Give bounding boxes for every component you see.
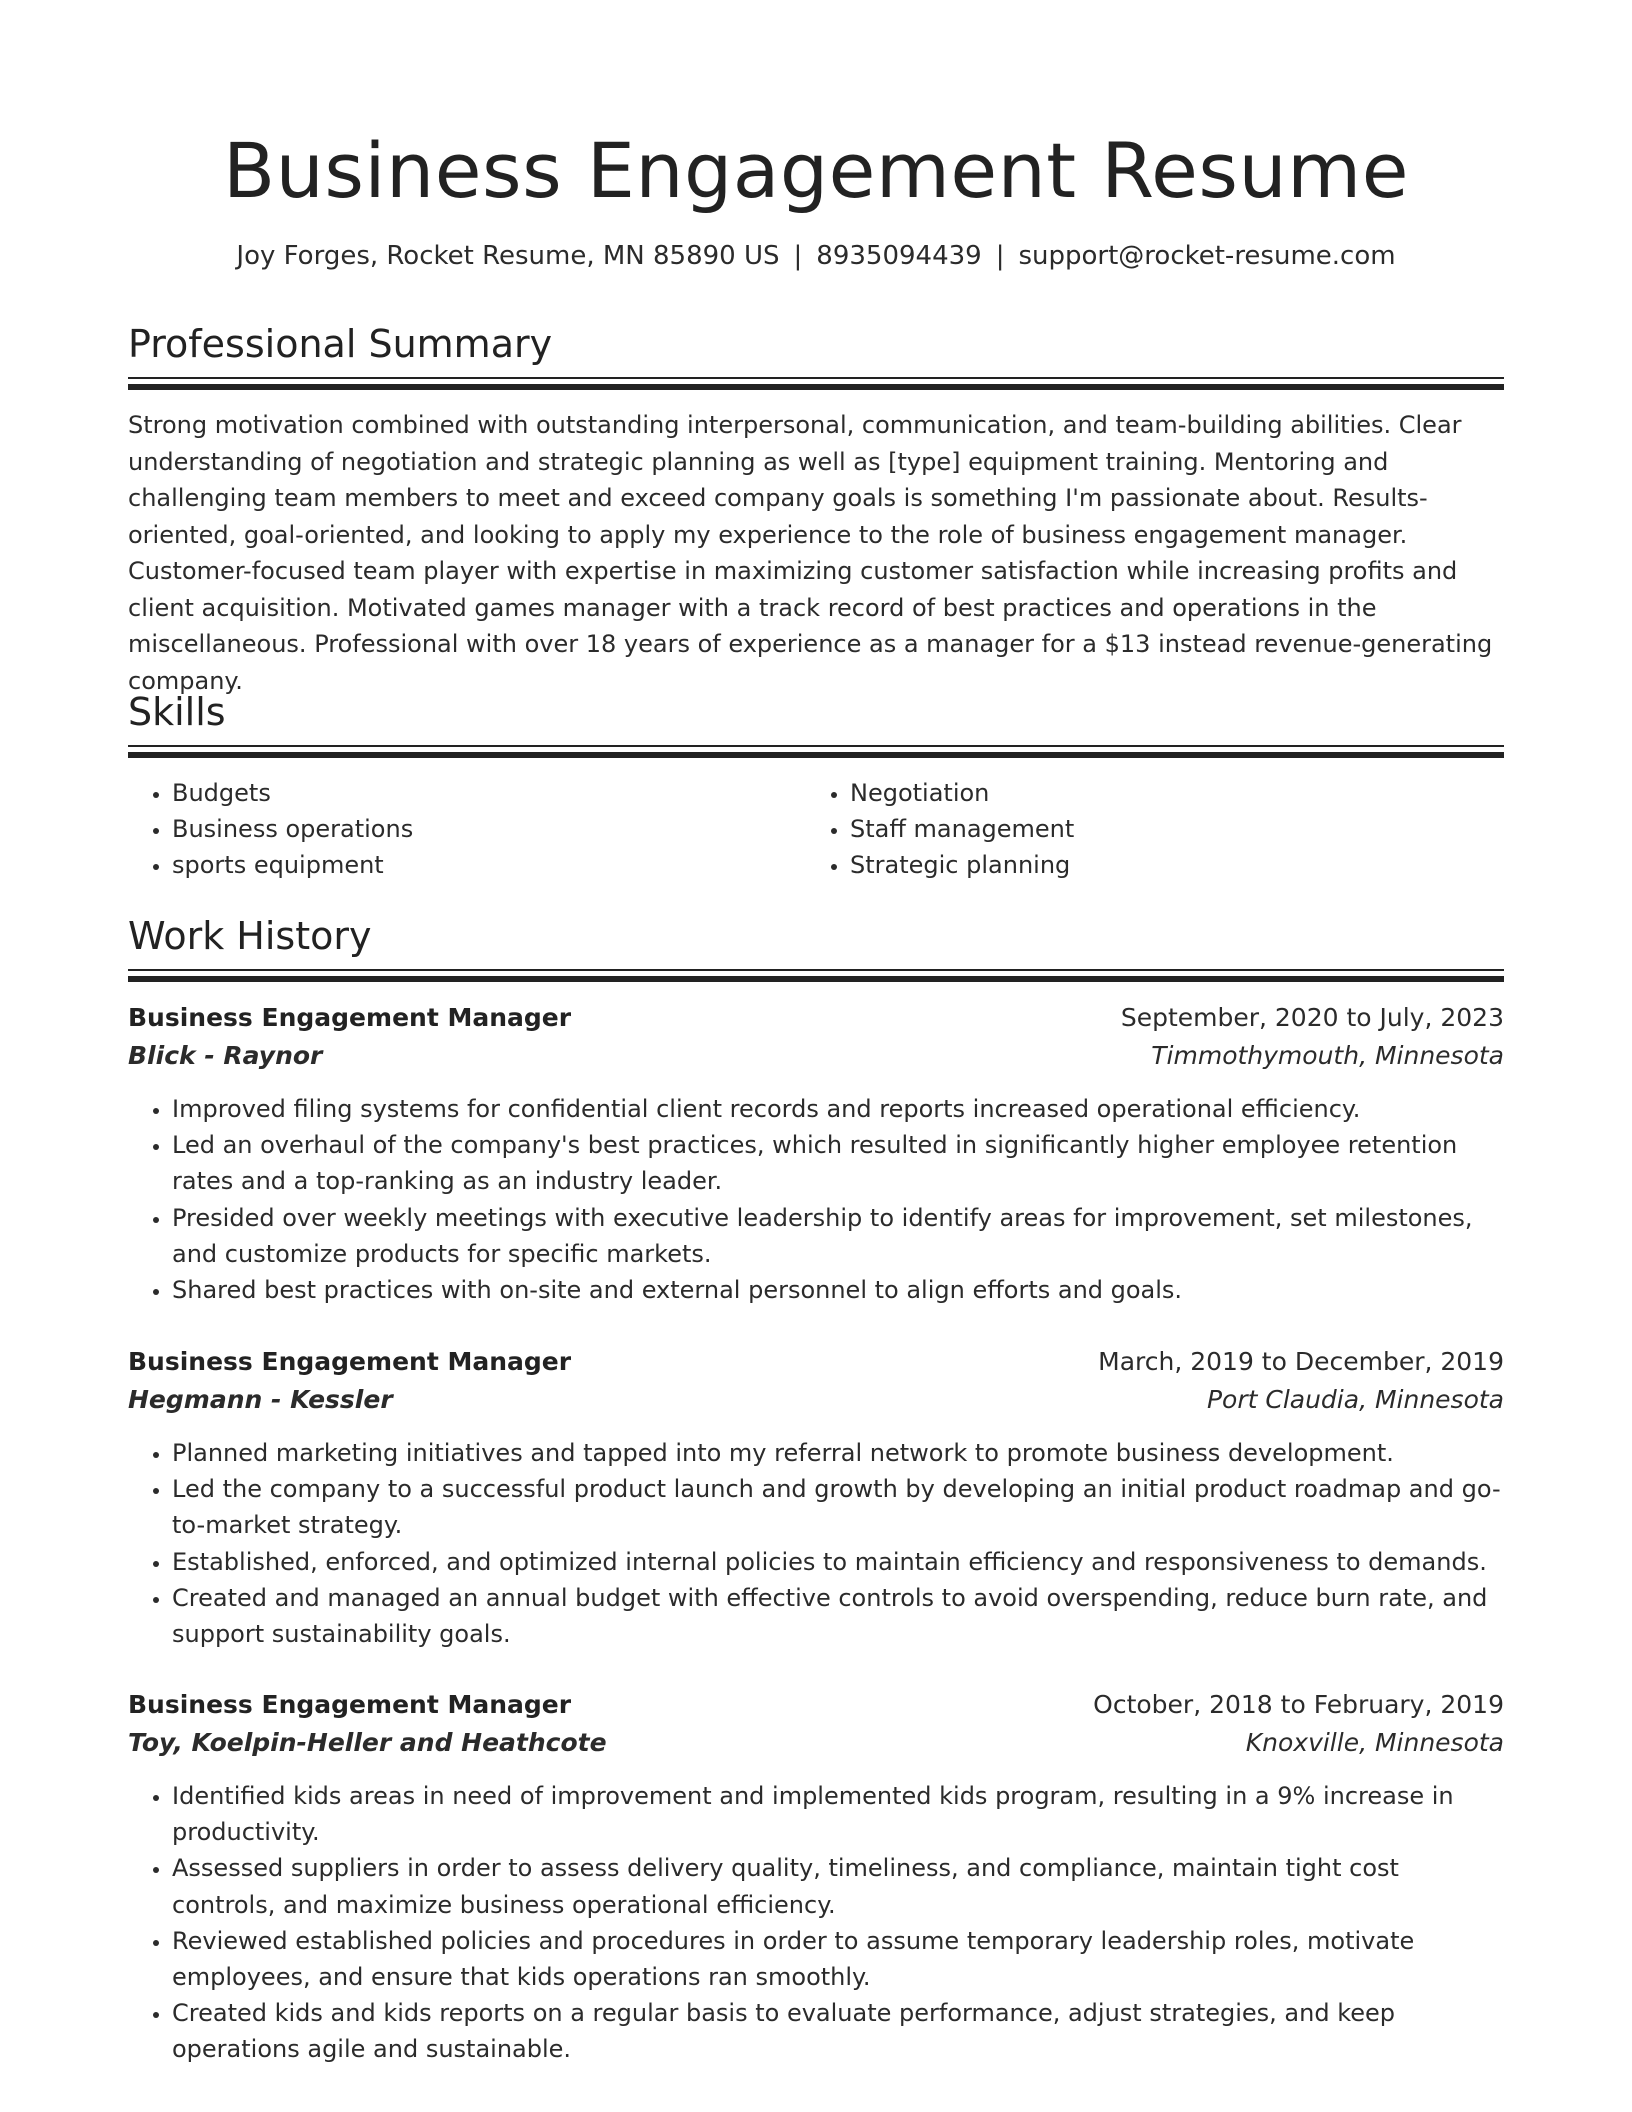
skills-divider xyxy=(128,745,1504,759)
skill-item: • Budgets xyxy=(172,775,852,811)
contact-line xyxy=(128,238,1504,274)
job-bullet: • Assessed suppliers in order to assess delivery quality, timeliness, and compliance, maintain tight cost controls, and maximize business operational efficiency. xyxy=(172,1850,1504,1922)
job-bullet: • Identified kids areas in need of improvement and implemented kids program, resulting in a 9% increase in productivity. xyxy=(172,1778,1504,1850)
contact-separator: | xyxy=(793,241,803,271)
work-divider xyxy=(128,969,1504,983)
summary-heading: Professional Summary xyxy=(128,322,553,366)
resume-title: Business Engagement Resume xyxy=(223,126,1409,215)
job-role: Business Engagement Manager xyxy=(128,1347,572,1376)
contact-email: support@rocket-resume.com xyxy=(1018,241,1396,271)
job-dates: March, 2019 to December, 2019 xyxy=(1098,1347,1504,1376)
job-company: Blick - Raynor xyxy=(128,1041,323,1070)
skill-item: • sports equipment xyxy=(172,847,852,883)
skill-item: • Strategic planning xyxy=(850,847,1530,883)
summary-text: Strong motivation combined with outstanding interpersonal, communication, and team-building abilities. Clear understanding of negotiation and strategic planning as well as [type] equipment training. Mentoring and challenging team members to meet and exceed company goals is something I'm passionate about. Results-oriented, goal-oriented, and looking to apply my experience to the role of business engagement manager. Customer-focused team player with expertise in maximizing customer satisfaction while increasing profits and client acquisition. Motivated games manager with a track record of best practices and operations in the miscellaneous. Professional with over 18 years of experience as a manager for a $13 instead revenue-generating company. xyxy=(128,411,1493,695)
skill-item: • Negotiation xyxy=(850,775,1530,811)
skills-heading: Skills xyxy=(128,690,226,734)
contact-address: Joy Forges, Rocket Resume, MN 85890 US xyxy=(236,241,780,271)
job-bullet: • Led an overhaul of the company's best practices, which resulted in significantly higher employee retention rates and a top-ranking as an industry leader. xyxy=(172,1127,1504,1199)
skill-item: • Business operations xyxy=(172,811,852,847)
job-role: Business Engagement Manager xyxy=(128,1003,572,1032)
job-bullet: • Established, enforced, and optimized internal policies to maintain efficiency and responsiveness to demands. xyxy=(172,1544,1504,1580)
job-bullet: • Shared best practices with on-site and external personnel to align efforts and goals. xyxy=(172,1272,1504,1308)
contact-separator: | xyxy=(995,241,1005,271)
job-bullet: • Improved filing systems for confidential client records and reports increased operational efficiency. xyxy=(172,1091,1504,1127)
job-bullet: • Planned marketing initiatives and tapped into my referral network to promote business development. xyxy=(172,1435,1504,1471)
summary-divider xyxy=(128,377,1504,391)
job-role: Business Engagement Manager xyxy=(128,1690,572,1719)
job-bullets xyxy=(128,1778,1504,2068)
work-heading: Work History xyxy=(128,914,372,958)
job-bullet: • Led the company to a successful product launch and growth by developing an initial product roadmap and go-to-market strategy. xyxy=(172,1471,1504,1543)
job-bullet: • Presided over weekly meetings with executive leadership to identify areas for improvement, set milestones, and customize products for specific markets. xyxy=(172,1200,1504,1272)
job-company: Hegmann - Kessler xyxy=(128,1385,393,1414)
job-location: Port Claudia, Minnesota xyxy=(1206,1385,1504,1414)
job-entry xyxy=(128,999,1504,1308)
job-bullets xyxy=(128,1435,1504,1652)
job-bullets xyxy=(128,1091,1504,1308)
contact-phone: 8935094439 xyxy=(816,241,982,271)
job-company: Toy, Koelpin-Heller and Heathcote xyxy=(128,1728,607,1757)
job-dates: September, 2020 to July, 2023 xyxy=(1120,1003,1504,1032)
job-bullet: • Created kids and kids reports on a regular basis to evaluate performance, adjust strategies, and keep operations agile and sustainable. xyxy=(172,1995,1504,2067)
skills-column-left xyxy=(128,775,852,884)
job-location: Knoxville, Minnesota xyxy=(1245,1728,1504,1757)
job-dates: October, 2018 to February, 2019 xyxy=(1093,1690,1504,1719)
skills-column-right xyxy=(806,775,1530,884)
job-entry xyxy=(128,1343,1504,1652)
job-bullet: • Reviewed established policies and procedures in order to assume temporary leadership roles, motivate employees, and ensure that kids operations ran smoothly. xyxy=(172,1923,1504,1995)
job-bullet: • Created and managed an annual budget with effective controls to avoid overspending, reduce burn rate, and support sustainability goals. xyxy=(172,1580,1504,1652)
skill-item: • Staff management xyxy=(850,811,1530,847)
job-entry xyxy=(128,1686,1504,2068)
job-location: Timmothymouth, Minnesota xyxy=(1151,1041,1504,1070)
